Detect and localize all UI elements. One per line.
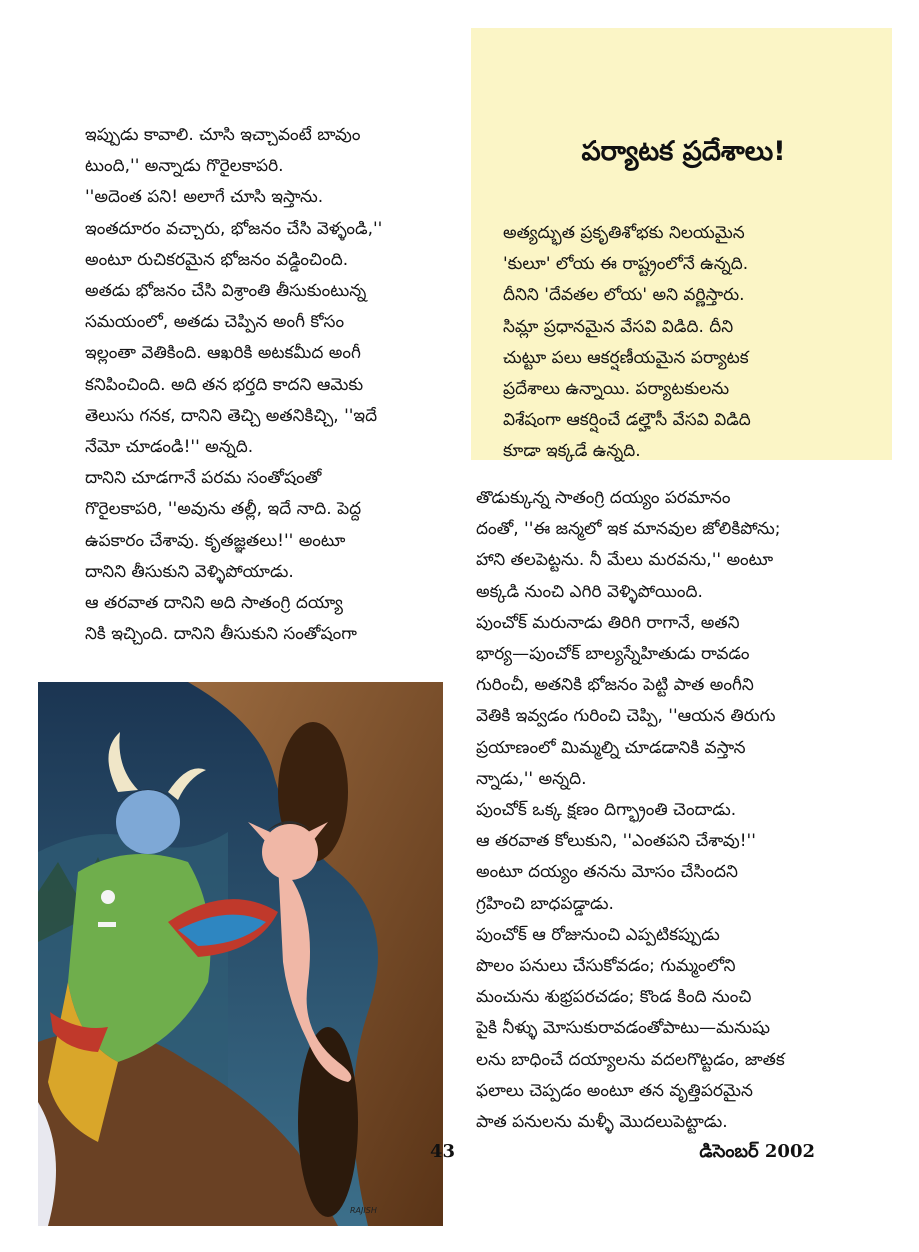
tourist-places-sidebar [471,28,892,460]
sidebar-body: అత్యద్భుత ప్రకృతిశోభకు నిలయమైన 'కులూ' లోయ ఈ రాష్ట్రంలోనే ఉన్నది. దీనిని 'దేవతల లోయ' అని వర్ణిస్తారు. సిమ్లా ప్రధానమైన వేసవి విడిది. దీని చుట్టూ పలు ఆకర్షణీయమైన పర్యాటక ప్రదేశాలు ఉన్నాయి. పర్యాటకులను విశేషంగా ఆకర్షించే డల్హౌసీ వేసవి విడిది కూడా ఇక్కడే ఉన్నది. [503,223,751,462]
left-column-text: ఇప్పుడు కావాలి. చూసి ఇచ్చావంటే బావుం టుంది,'' అన్నాడు గొరైలకాపరి. ''అదెంత పని! అలాగే చూసి ఇస్తాను. ఇంతదూరం వచ్చారు, భోజనం చేసి వెళ్ళండి,'' అంటూ రుచికరమైన భోజనం వడ్డించింది. అతడు భోజనం చేసి విశ్రాంతి తీసుకుంటున్న సమయంలో, అతడు చెప్పిన అంగీ కోసం ఇల్లంతా వెతికింది. ఆఖరికి అటకమీద అంగీ కనిపించింది. అది తన భర్తది కాదని ఆమెకు తెలుసు గనక, దానిని తెచ్చి అతనికిచ్చి, ''ఇదే నేమో చూడండి!'' అన్నది. దానిని చూడగానే పరమ సంతోషంతో గొరైలకాపరి, ''అవును తల్లీ, ఇదే నాది. పెద్ద ఉపకారం చేశావు. కృతజ్ఞతలు!'' అంటూ దానిని తీసుకుని వెళ్ళిపోయాడు. ఆ తరవాత దానిని అది సాతంగ్రి దయ్యా నికి ఇచ్చింది. దానిని తీసుకుని సంతోషంగా [85,125,383,645]
sidebar-title: పర్యాటక ప్రదేశాలు! [581,136,786,167]
page-number: 43 [430,1141,456,1162]
artist-signature: RAJISH [350,1206,377,1215]
issue-date: డిసెంబర్ 2002 [699,1141,815,1162]
illustration-drawing [38,682,443,1226]
story-illustration [38,682,443,1226]
right-column-text: తొడుక్కున్న సాతంగ్రి దయ్యం పరమానం దంతో, ''ఈ జన్మలో ఇక మానవుల జోలికిపోను; హాని తలపెట్టను. నీ మేలు మరవను,'' అంటూ అక్కడి నుంచి ఎగిరి వెళ్ళిపోయింది. పుంచోక్ మరునాడు తిరిగి రాగానే, అతని భార్య—పుంచోక్ బాల్యస్నేహితుడు రావడం గురించీ, అతనికి భోజనం పెట్టి పాత అంగీని వెతికి ఇవ్వడం గురించి చెప్పి, ''ఆయన తిరుగు ప్రయాణంలో మిమ్మల్ని చూడడానికి వస్తాన న్నాడు,'' అన్నది. పుంచోక్ ఒక్క క్షణం దిగ్భ్రాంతి చెందాడు. ఆ తరవాత కోలుకుని, ''ఎంతపని చేశావు!'' అంటూ దయ్యం తనను మోసం చేసిందని గ్రహించి బాధపడ్డాడు. పుంచోక్ ఆ రోజునుంచి ఎప్పటికప్పుడు పొలం పనులు చేసుకోవడం; గుమ్మంలోని మంచును శుభ్రపరచడం; కొండ కింది నుంచి పైకి నీళ్ళు మోసుకురావడంతోపాటు—మనుషు లను బాధించే దయ్యాలను వదలగొట్టడం, జాతక ఫలాలు చెప్పడం అంటూ తన వృత్తిపరమైన పాత పనులను మళ్ళీ మొదలుపెట్టాడు. [476,488,785,1133]
